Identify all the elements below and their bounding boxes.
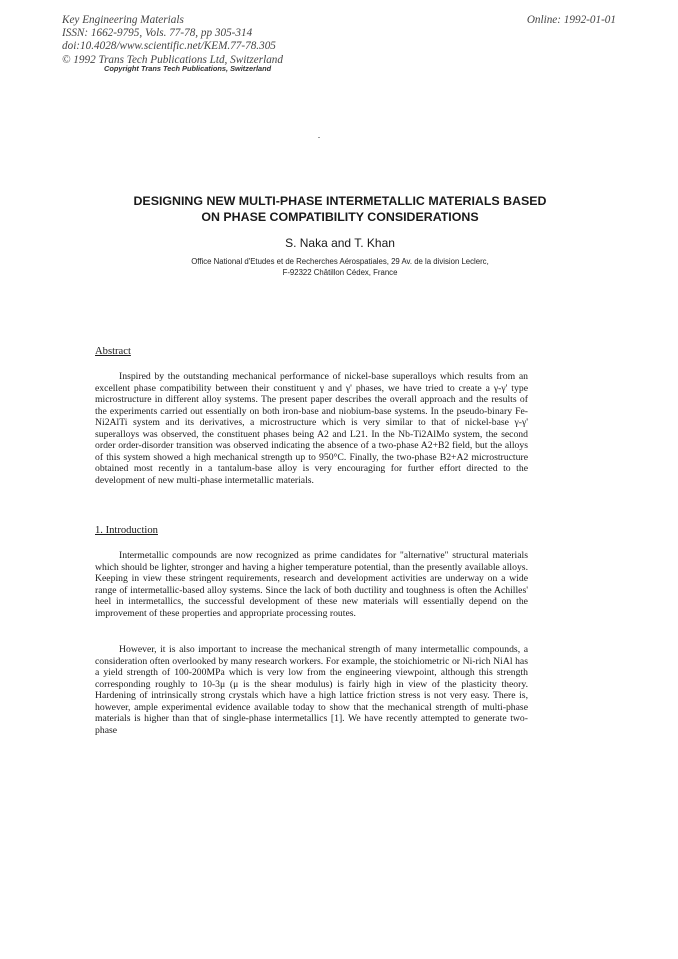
title-line-1: DESIGNING NEW MULTI-PHASE INTERMETALLIC MATERIALS BASED xyxy=(133,194,547,208)
online-date: Online: 1992-01-01 xyxy=(526,14,616,26)
doi-line[interactable]: doi:10.4028/www.scientific.net/KEM.77-78.305 xyxy=(62,40,276,53)
affiliation xyxy=(80,256,600,278)
introduction-heading: 1. Introduction xyxy=(95,525,158,536)
issn-line: ISSN: 1662-9795, Vols. 77-78, pp 305-314 xyxy=(62,27,253,40)
introduction-paragraph-1: Intermetallic compounds are now recognized as prime candidates for "alternative" structural materials which should be lighter, stronger and having a higher temperature potential, than the presently available alloys. Keeping in view these stringent requirements, research and development activities are underway on a wide range of intermetallic-based alloy systems. Since the lack of both ductility and toughness is often the Achilles' heel in intermetallics, the successful development of these new materials will essentially depend on the improvement of these properties and appropriate processing routes. xyxy=(95,550,528,619)
scan-speck xyxy=(318,137,320,138)
paper-title xyxy=(80,193,600,225)
affiliation-line-2: F-92322 Châtillon Cédex, France xyxy=(282,268,398,277)
abstract-text: Inspired by the outstanding mechanical performance of nickel-base superalloys which results from an excellent phase compatibility between their constituent γ and γ' phases, we have tried to create a γ-γ' type microstructure in different alloy systems. The present paper describes the overall approach and the results of the experiments carried out essentially on both iron-base and niobium-base systems. In the pseudo-binary Fe-Ni2AlTi system and its derivatives, a microstructure which is very similar to that of nickel-base γ-γ' superalloys was observed, the constituent phases being A2 and L21. In the Nb-Ti2AlMo system, the second order order-disorder transition was observed indicating the absence of a two-phase A2+B2 field, but the alloys of this system showed a high mechanical strength up to 950°C. Finally, the two-phase B2+A2 microstructure obtained most recently in a tantalum-base alloy is very encouraging for further effort directed to the development of new multi-phase intermetallic materials. xyxy=(95,371,528,486)
affiliation-line-1: Office National d'Etudes et de Recherches Aérospatiales, 29 Av. de la division Leclerc, xyxy=(191,257,489,266)
title-line-2: ON PHASE COMPATIBILITY CONSIDERATIONS xyxy=(201,210,479,224)
journal-name: Key Engineering Materials xyxy=(62,14,184,26)
abstract-heading: Abstract xyxy=(95,346,131,357)
introduction-paragraph-2: However, it is also important to increase the mechanical strength of many intermetallic compounds, a consideration often overlooked by many research workers. For example, the stoichiometric or Ni-rich NiAl has a yield strength of 100-200MPa which is very low from the engineering viewpoint, although this strength corresponding roughly to 10-3μ (μ is the shear modulus) is fairly high in view of the plasticity theory. Hardening of intrinsically strong crystals which have a high lattice friction stress is not very easy. There is, however, ample experimental evidence available today to show that the mechanical strength of multi-phase materials is higher than that of single-phase intermetallics [1]. We have recently attempted to generate two-phase xyxy=(95,644,528,736)
publication-metadata xyxy=(62,14,283,67)
copyright-line: © 1992 Trans Tech Publications Ltd, Switzerland xyxy=(62,53,283,66)
copyright-notice: Copyright Trans Tech Publications, Switzerland xyxy=(104,64,272,73)
authors: S. Naka and T. Khan xyxy=(285,236,395,250)
